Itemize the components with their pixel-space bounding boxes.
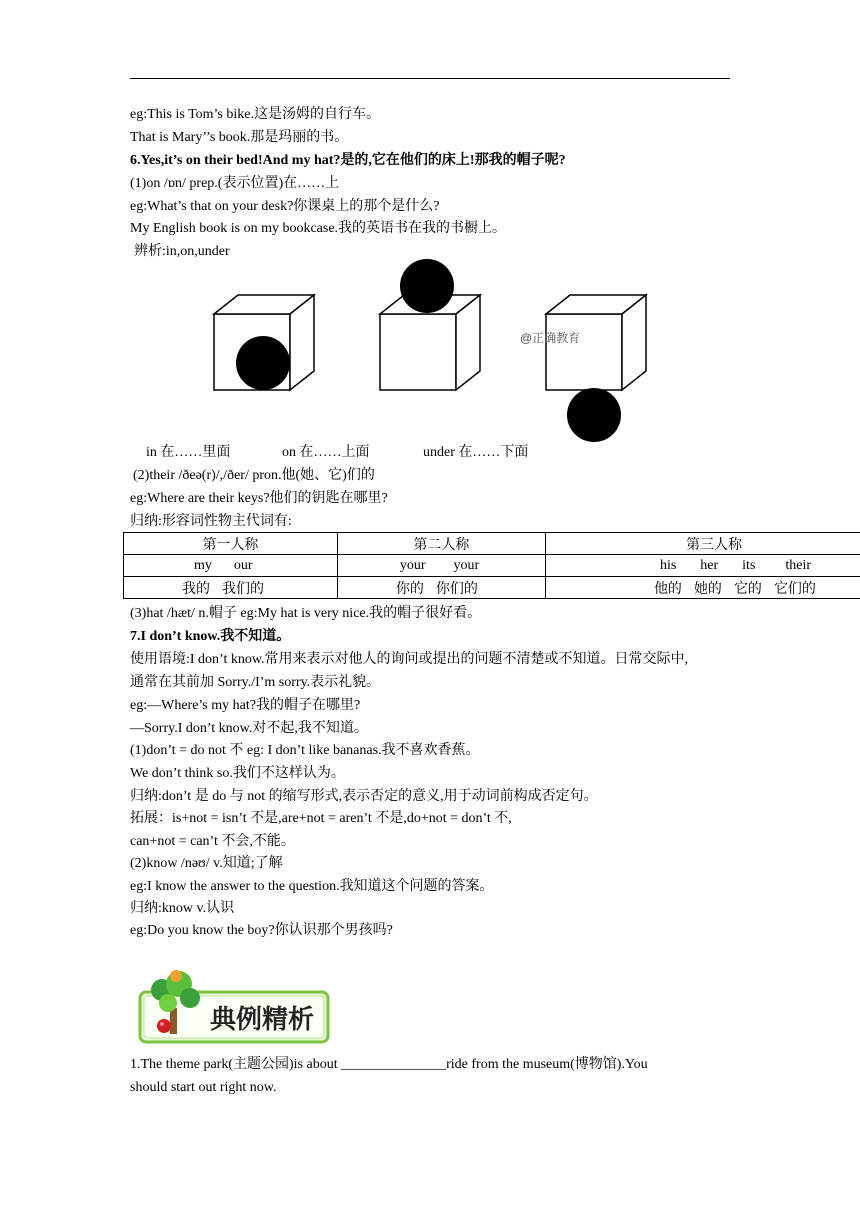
ball-on [400,259,454,313]
badge-label: 典例精析 [210,1005,315,1035]
table-cell: your your [337,555,545,577]
example-line: eg:What’s that on your desk?你课桌上的那个是什么? [130,199,440,214]
summary-line: 归纳:don’t 是 do 与 not 的缩写形式,表示否定的意义,用于动词前构成否定句。 [130,789,598,804]
table-row [124,555,860,577]
caption-on: on 在……上面 [282,445,370,460]
table-cell: my our [124,555,338,577]
watermark: @正确教育 [520,331,581,345]
table-header-row [124,533,860,555]
ball-in [236,336,290,390]
section-heading-7: 7.I don’t know.我不知道。 [130,629,291,644]
question-line: should start out right now. [130,1080,277,1095]
definition-line: (1)don’t = do not 不 eg: I don’t like bananas.我不喜欢香蕉。 [130,743,480,758]
table-cell: 他的 她的 它的 它们的 [545,577,860,599]
table-cell: 我的 我们的 [124,577,338,599]
example-line: —Sorry.I don’t know.对不起,我不知道。 [130,721,368,736]
table-cell: 你的 你们的 [337,577,545,599]
comparison-label: 辨析:in,on,under [134,244,230,259]
example-analysis-badge [132,968,332,1046]
summary-line: 归纳:形容词性物主代词有: [130,514,292,529]
top-rule [130,78,730,79]
section-heading-6: 6.Yes,it’s on their bed!And my hat?是的,它在他们的床上!那我的帽子呢? [130,153,566,168]
example-line: eg:Do you know the boy?你认识那个男孩吗? [130,923,393,938]
definition-line: (3)hat /hæt/ n.帽子 eg:My hat is very nice.我的帽子很好看。 [130,606,482,621]
example-line: My English book is on my bookcase.我的英语书在我的书橱上。 [130,221,507,236]
table-cell: his her its their [545,555,860,577]
extension-line: 拓展：is+not = isn’t 不是,are+not = aren’t 不是,do+not = don’t 不, [130,811,512,826]
usage-line: 通常在其前加 Sorry./I’m sorry.表示礼貌。 [130,675,381,690]
summary-line: 归纳:know v.认识 [130,901,235,916]
definition-line: (1)on /ɒn/ prep.(表示位置)在……上 [130,176,340,191]
ball-under [567,388,621,442]
caption-in: in 在……里面 [146,445,231,460]
caption-under: under 在……下面 [423,445,529,460]
example-line: That is Mary’’s book.那是玛丽的书。 [130,130,349,145]
question-line: 1.The theme park(主题公园)is about _______________ride from the museum(博物馆).You [130,1057,648,1072]
example-line: We don’t think so.我们不这样认为。 [130,766,345,781]
definition-line: (2)know /nəʊ/ v.知道;了解 [130,856,283,871]
table-header: 第一人称 [124,533,338,555]
example-line: eg:I know the answer to the question.我知道这个问题的答案。 [130,879,494,894]
example-line: eg:This is Tom’s bike.这是汤姆的自行车。 [130,107,380,122]
usage-line: 使用语境:I don’t know.常用来表示对他人的询问或提出的问题不清楚或不知道。日常交际中, [130,652,689,667]
table-row [124,577,860,599]
preposition-figure [200,258,650,448]
example-line: eg:Where are their keys?他们的钥匙在哪里? [130,491,388,506]
table-header: 第三人称 [545,533,860,555]
example-line: eg:—Where’s my hat?我的帽子在哪里? [130,698,361,713]
table-header: 第二人称 [337,533,545,555]
definition-line: (2)their /ðeə(r)/,/ðer/ pron.他(她、它)们的 [133,468,375,483]
extension-line: can+not = can’t 不会,不能。 [130,834,295,849]
possessive-table [123,532,860,599]
